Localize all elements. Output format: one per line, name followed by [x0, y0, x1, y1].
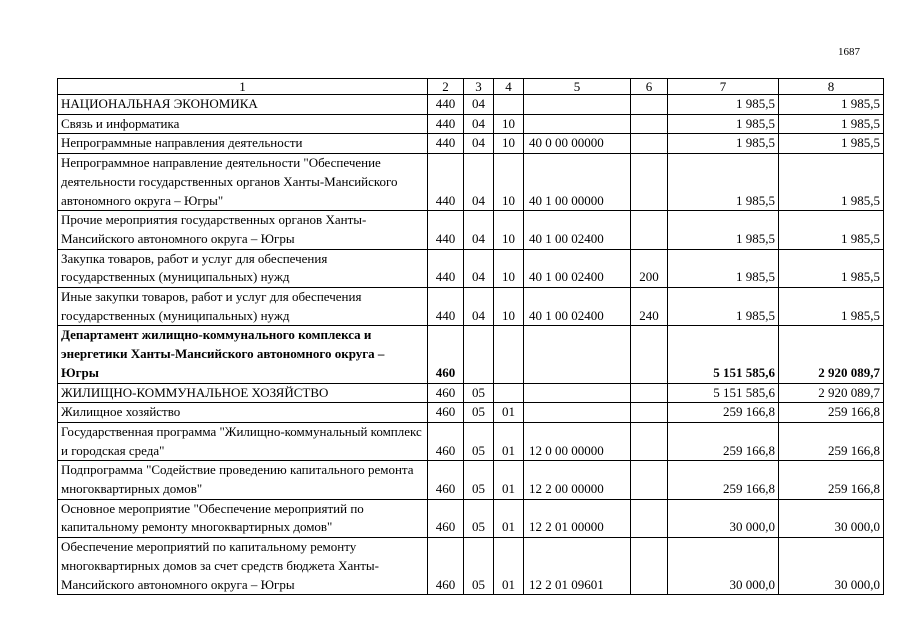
ministry-code-cell: 440 [428, 134, 464, 154]
subsection-code-cell: 01 [494, 461, 524, 499]
amount-year2-cell: 2 920 089,7 [779, 383, 884, 403]
amount-year1-cell: 259 166,8 [668, 461, 779, 499]
expense-type-cell: 200 [631, 249, 668, 287]
amount-year2-cell: 1 985,5 [779, 154, 884, 211]
target-article-cell [524, 326, 631, 383]
table-body [58, 95, 884, 595]
section-code-cell: 05 [464, 538, 494, 595]
amount-year1-cell: 259 166,8 [668, 422, 779, 460]
row-name-cell: Непрограммные направления деятельности [58, 134, 428, 154]
target-article-cell: 12 2 00 00000 [524, 461, 631, 499]
section-code-cell: 04 [464, 154, 494, 211]
amount-year1-cell: 30 000,0 [668, 499, 779, 537]
row-name-cell: Закупка товаров, работ и услуг для обеспечения государственных (муниципальных) нужд [58, 249, 428, 287]
amount-year1-cell: 1 985,5 [668, 95, 779, 115]
subsection-code-cell: 01 [494, 538, 524, 595]
section-code-cell: 05 [464, 383, 494, 403]
amount-year2-cell: 1 985,5 [779, 249, 884, 287]
subsection-code-cell: 10 [494, 134, 524, 154]
section-code-cell: 05 [464, 422, 494, 460]
subsection-code-cell: 01 [494, 403, 524, 423]
target-article-cell: 12 0 00 00000 [524, 422, 631, 460]
table-row [58, 249, 884, 287]
section-code-cell: 04 [464, 288, 494, 326]
section-code-cell: 04 [464, 114, 494, 134]
ministry-code-cell: 440 [428, 288, 464, 326]
row-name-cell: Обеспечение мероприятий по капитальному ремонту многоквартирных домов за счет средств бюджета Ханты-Мансийского автономного округа – Югры [58, 538, 428, 595]
subsection-code-cell: 01 [494, 422, 524, 460]
target-article-cell: 40 1 00 02400 [524, 249, 631, 287]
column-header: 1 [58, 79, 428, 95]
ministry-code-cell: 440 [428, 211, 464, 249]
expense-type-cell [631, 211, 668, 249]
amount-year1-cell: 1 985,5 [668, 288, 779, 326]
amount-year1-cell: 30 000,0 [668, 538, 779, 595]
column-header: 7 [668, 79, 779, 95]
table-row [58, 154, 884, 211]
column-header: 5 [524, 79, 631, 95]
table-row [58, 538, 884, 595]
target-article-cell: 12 2 01 09601 [524, 538, 631, 595]
section-code-cell: 04 [464, 211, 494, 249]
subsection-code-cell [494, 326, 524, 383]
ministry-code-cell: 460 [428, 422, 464, 460]
row-name-cell: НАЦИОНАЛЬНАЯ ЭКОНОМИКА [58, 95, 428, 115]
subsection-code-cell [494, 95, 524, 115]
amount-year1-cell: 1 985,5 [668, 114, 779, 134]
target-article-cell [524, 95, 631, 115]
table-row [58, 326, 884, 383]
section-code-cell: 04 [464, 95, 494, 115]
amount-year1-cell: 5 151 585,6 [668, 326, 779, 383]
section-code-cell: 05 [464, 403, 494, 423]
row-name-cell: Жилищное хозяйство [58, 403, 428, 423]
subsection-code-cell: 01 [494, 499, 524, 537]
table-row [58, 499, 884, 537]
amount-year1-cell: 1 985,5 [668, 211, 779, 249]
amount-year2-cell: 1 985,5 [779, 134, 884, 154]
row-name-cell: Основное мероприятие "Обеспечение мероприятий по капитальному ремонту многоквартирных домов" [58, 499, 428, 537]
expense-type-cell [631, 95, 668, 115]
row-name-cell: ЖИЛИЩНО-КОММУНАЛЬНОЕ ХОЗЯЙСТВО [58, 383, 428, 403]
row-name-cell: Подпрограмма "Содействие проведению капитального ремонта многоквартирных домов" [58, 461, 428, 499]
amount-year2-cell: 1 985,5 [779, 114, 884, 134]
table-row [58, 383, 884, 403]
ministry-code-cell: 460 [428, 403, 464, 423]
amount-year1-cell: 1 985,5 [668, 249, 779, 287]
target-article-cell: 12 2 01 00000 [524, 499, 631, 537]
expense-type-cell [631, 154, 668, 211]
target-article-cell [524, 403, 631, 423]
column-header: 8 [779, 79, 884, 95]
subsection-code-cell: 10 [494, 249, 524, 287]
expense-type-cell [631, 114, 668, 134]
expense-type-cell [631, 499, 668, 537]
target-article-cell: 40 0 00 00000 [524, 134, 631, 154]
table-row [58, 134, 884, 154]
ministry-code-cell: 440 [428, 95, 464, 115]
target-article-cell [524, 383, 631, 403]
expense-type-cell [631, 422, 668, 460]
target-article-cell: 40 1 00 02400 [524, 211, 631, 249]
amount-year1-cell: 259 166,8 [668, 403, 779, 423]
ministry-code-cell: 460 [428, 538, 464, 595]
ministry-code-cell: 460 [428, 461, 464, 499]
subsection-code-cell: 10 [494, 154, 524, 211]
amount-year2-cell: 1 985,5 [779, 211, 884, 249]
amount-year2-cell: 259 166,8 [779, 403, 884, 423]
expense-type-cell [631, 538, 668, 595]
subsection-code-cell: 10 [494, 288, 524, 326]
row-name-cell: Непрограммное направление деятельности "Обеспечение деятельности государственных органов Ханты-Мансийского автономного округа – Югры" [58, 154, 428, 211]
amount-year1-cell: 1 985,5 [668, 154, 779, 211]
amount-year2-cell: 259 166,8 [779, 461, 884, 499]
section-code-cell: 04 [464, 134, 494, 154]
amount-year2-cell: 30 000,0 [779, 538, 884, 595]
table-row [58, 461, 884, 499]
target-article-cell: 40 1 00 00000 [524, 154, 631, 211]
ministry-code-cell: 440 [428, 154, 464, 211]
ministry-code-cell: 440 [428, 249, 464, 287]
target-article-cell [524, 114, 631, 134]
amount-year2-cell: 1 985,5 [779, 288, 884, 326]
table-row [58, 403, 884, 423]
amount-year2-cell: 2 920 089,7 [779, 326, 884, 383]
expense-type-cell [631, 461, 668, 499]
section-code-cell: 05 [464, 499, 494, 537]
column-header: 2 [428, 79, 464, 95]
ministry-code-cell: 440 [428, 114, 464, 134]
column-header: 6 [631, 79, 668, 95]
row-name-cell: Связь и информатика [58, 114, 428, 134]
table-row [58, 288, 884, 326]
amount-year2-cell: 1 985,5 [779, 95, 884, 115]
ministry-code-cell: 460 [428, 499, 464, 537]
amount-year2-cell: 30 000,0 [779, 499, 884, 537]
row-name-cell: Департамент жилищно-коммунального комплекса и энергетики Ханты-Мансийского автономного округа – Югры [58, 326, 428, 383]
table-row [58, 422, 884, 460]
section-code-cell [464, 326, 494, 383]
budget-table [57, 78, 884, 595]
row-name-cell: Иные закупки товаров, работ и услуг для обеспечения государственных (муниципальных) нужд [58, 288, 428, 326]
expense-type-cell [631, 383, 668, 403]
subsection-code-cell: 10 [494, 114, 524, 134]
section-code-cell: 04 [464, 249, 494, 287]
table-row [58, 95, 884, 115]
row-name-cell: Прочие мероприятия государственных органов Ханты-Мансийского автономного округа – Югры [58, 211, 428, 249]
target-article-cell: 40 1 00 02400 [524, 288, 631, 326]
column-header: 4 [494, 79, 524, 95]
row-name-cell: Государственная программа "Жилищно-коммунальный комплекс и городская среда" [58, 422, 428, 460]
ministry-code-cell: 460 [428, 326, 464, 383]
page-number: 1687 [838, 46, 860, 58]
table-row [58, 114, 884, 134]
amount-year2-cell: 259 166,8 [779, 422, 884, 460]
expense-type-cell [631, 403, 668, 423]
table-row [58, 211, 884, 249]
ministry-code-cell: 460 [428, 383, 464, 403]
subsection-code-cell [494, 383, 524, 403]
header-row [58, 79, 884, 95]
expense-type-cell [631, 134, 668, 154]
subsection-code-cell: 10 [494, 211, 524, 249]
expense-type-cell: 240 [631, 288, 668, 326]
amount-year1-cell: 5 151 585,6 [668, 383, 779, 403]
section-code-cell: 05 [464, 461, 494, 499]
amount-year1-cell: 1 985,5 [668, 134, 779, 154]
column-header: 3 [464, 79, 494, 95]
expense-type-cell [631, 326, 668, 383]
